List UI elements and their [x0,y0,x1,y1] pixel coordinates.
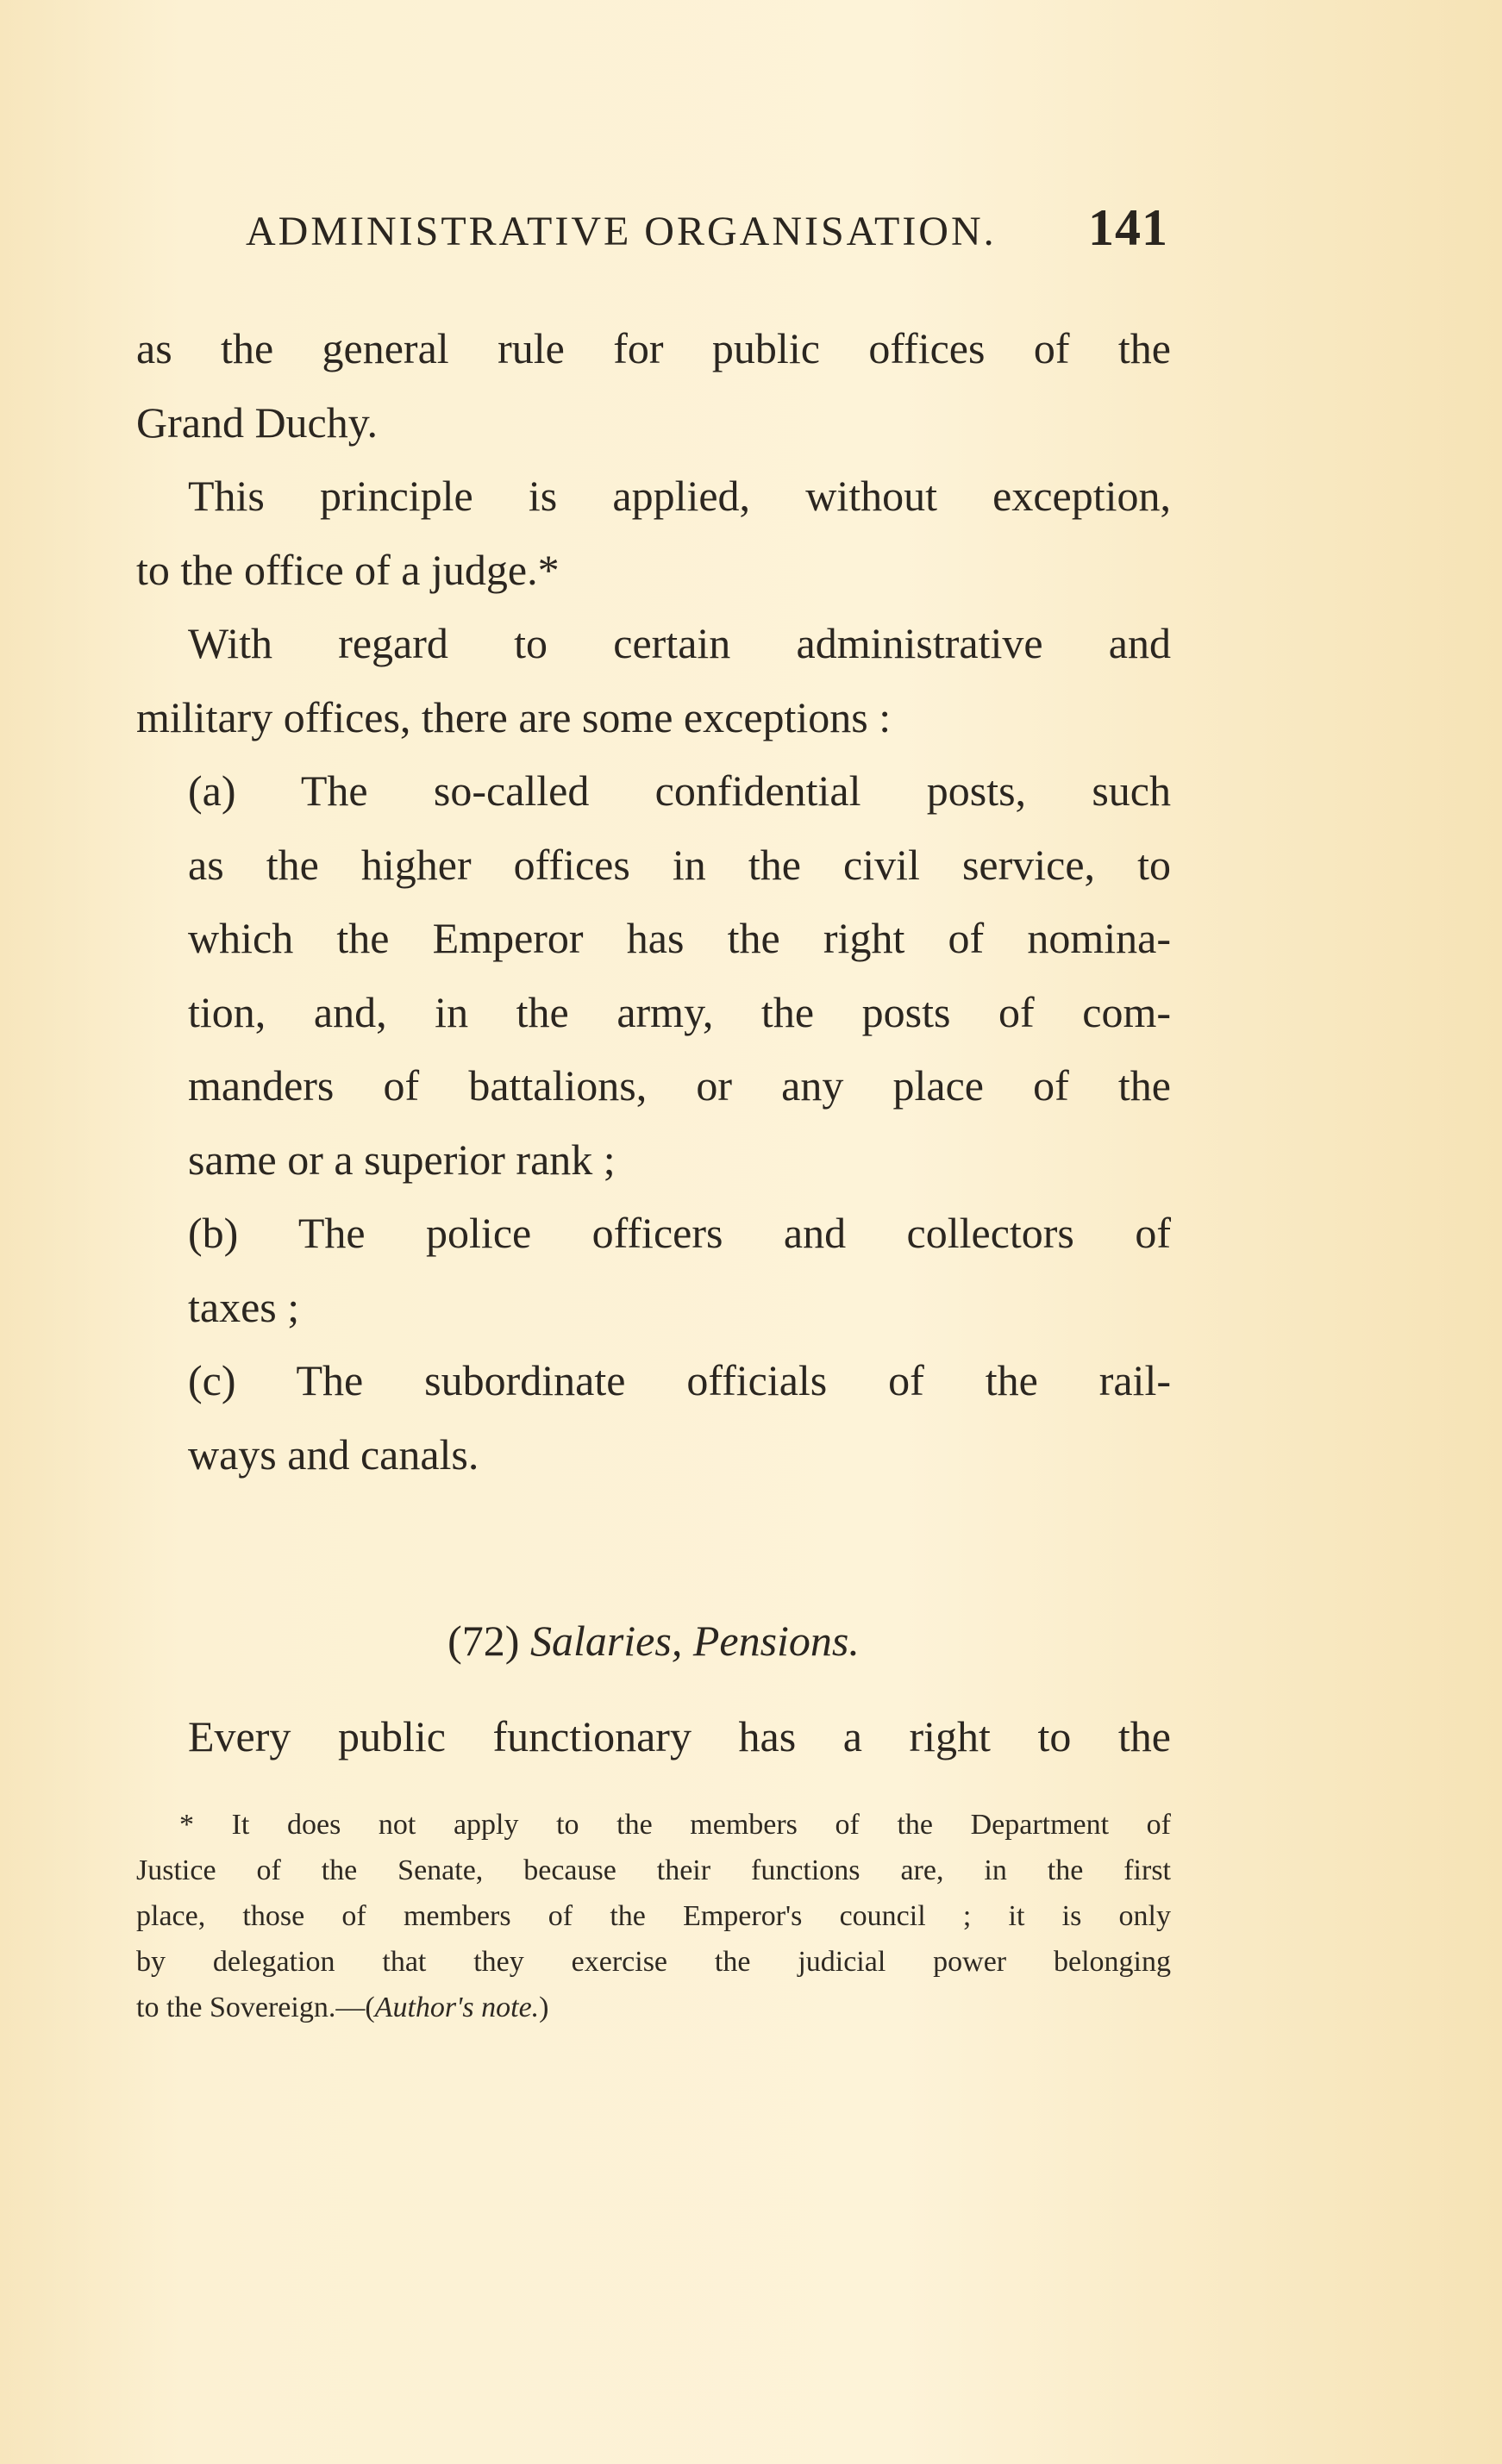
body-line: With regard to certain administrative and [188,619,1171,667]
body-line: ways and canals. [188,1429,479,1479]
section-heading [136,1616,1171,1666]
footnote-final-prefix: to the Sovereign.—( [136,1992,375,2023]
paragraph-last: Every public functionary has a right to the [188,1712,1171,1760]
section-number: (72) [447,1617,520,1665]
running-head [246,198,1168,258]
body-line: military offices, there are some exceptions : [136,692,892,741]
body-line: Grand Duchy. [136,397,379,447]
footnote-line: place, those of members of the Emperor's council ; it is only [136,1900,1171,1932]
body-line: (b) The police officers and collectors of [188,1209,1171,1257]
body-line: (c) The subordinate officials of the rail- [188,1356,1171,1404]
page-number: 141 [1088,199,1168,256]
body-line: (a) The so-called confidential posts, such [188,766,1171,815]
body-line: to the office of a judge.* [136,545,560,594]
body-text [136,312,1171,1492]
footnote-line: by delegation that they exercise the judicial power belonging [136,1946,1171,1978]
footnote-final-italic: Author's note. [374,1992,540,2023]
body-line: as the higher offices in the civil service, to [188,840,1171,889]
footnote-line: * It does not apply to the members of the Department of [179,1809,1171,1841]
body-line: tion, and, in the army, the posts of com- [188,987,1171,1036]
footnote-line: Justice of the Senate, because their functions are, in the first [136,1854,1171,1886]
body-line: manders of battalions, or any place of the [188,1061,1171,1110]
footnote [136,1802,1171,2030]
body-line: which the Emperor has the right of nomina- [188,914,1171,962]
body-line: same or a superior rank ; [188,1135,616,1184]
body-line: taxes ; [188,1282,300,1331]
body-line: as the general rule for public offices of the [136,324,1171,372]
section-title: Salaries, Pensions. [529,1617,860,1665]
running-title: ADMINISTRATIVE ORGANISATION. [246,209,997,254]
footnote-final-suffix: ) [539,1992,549,2023]
body-line: This principle is applied, without exception, [188,472,1171,520]
footnote-line-final [136,1985,1171,2030]
